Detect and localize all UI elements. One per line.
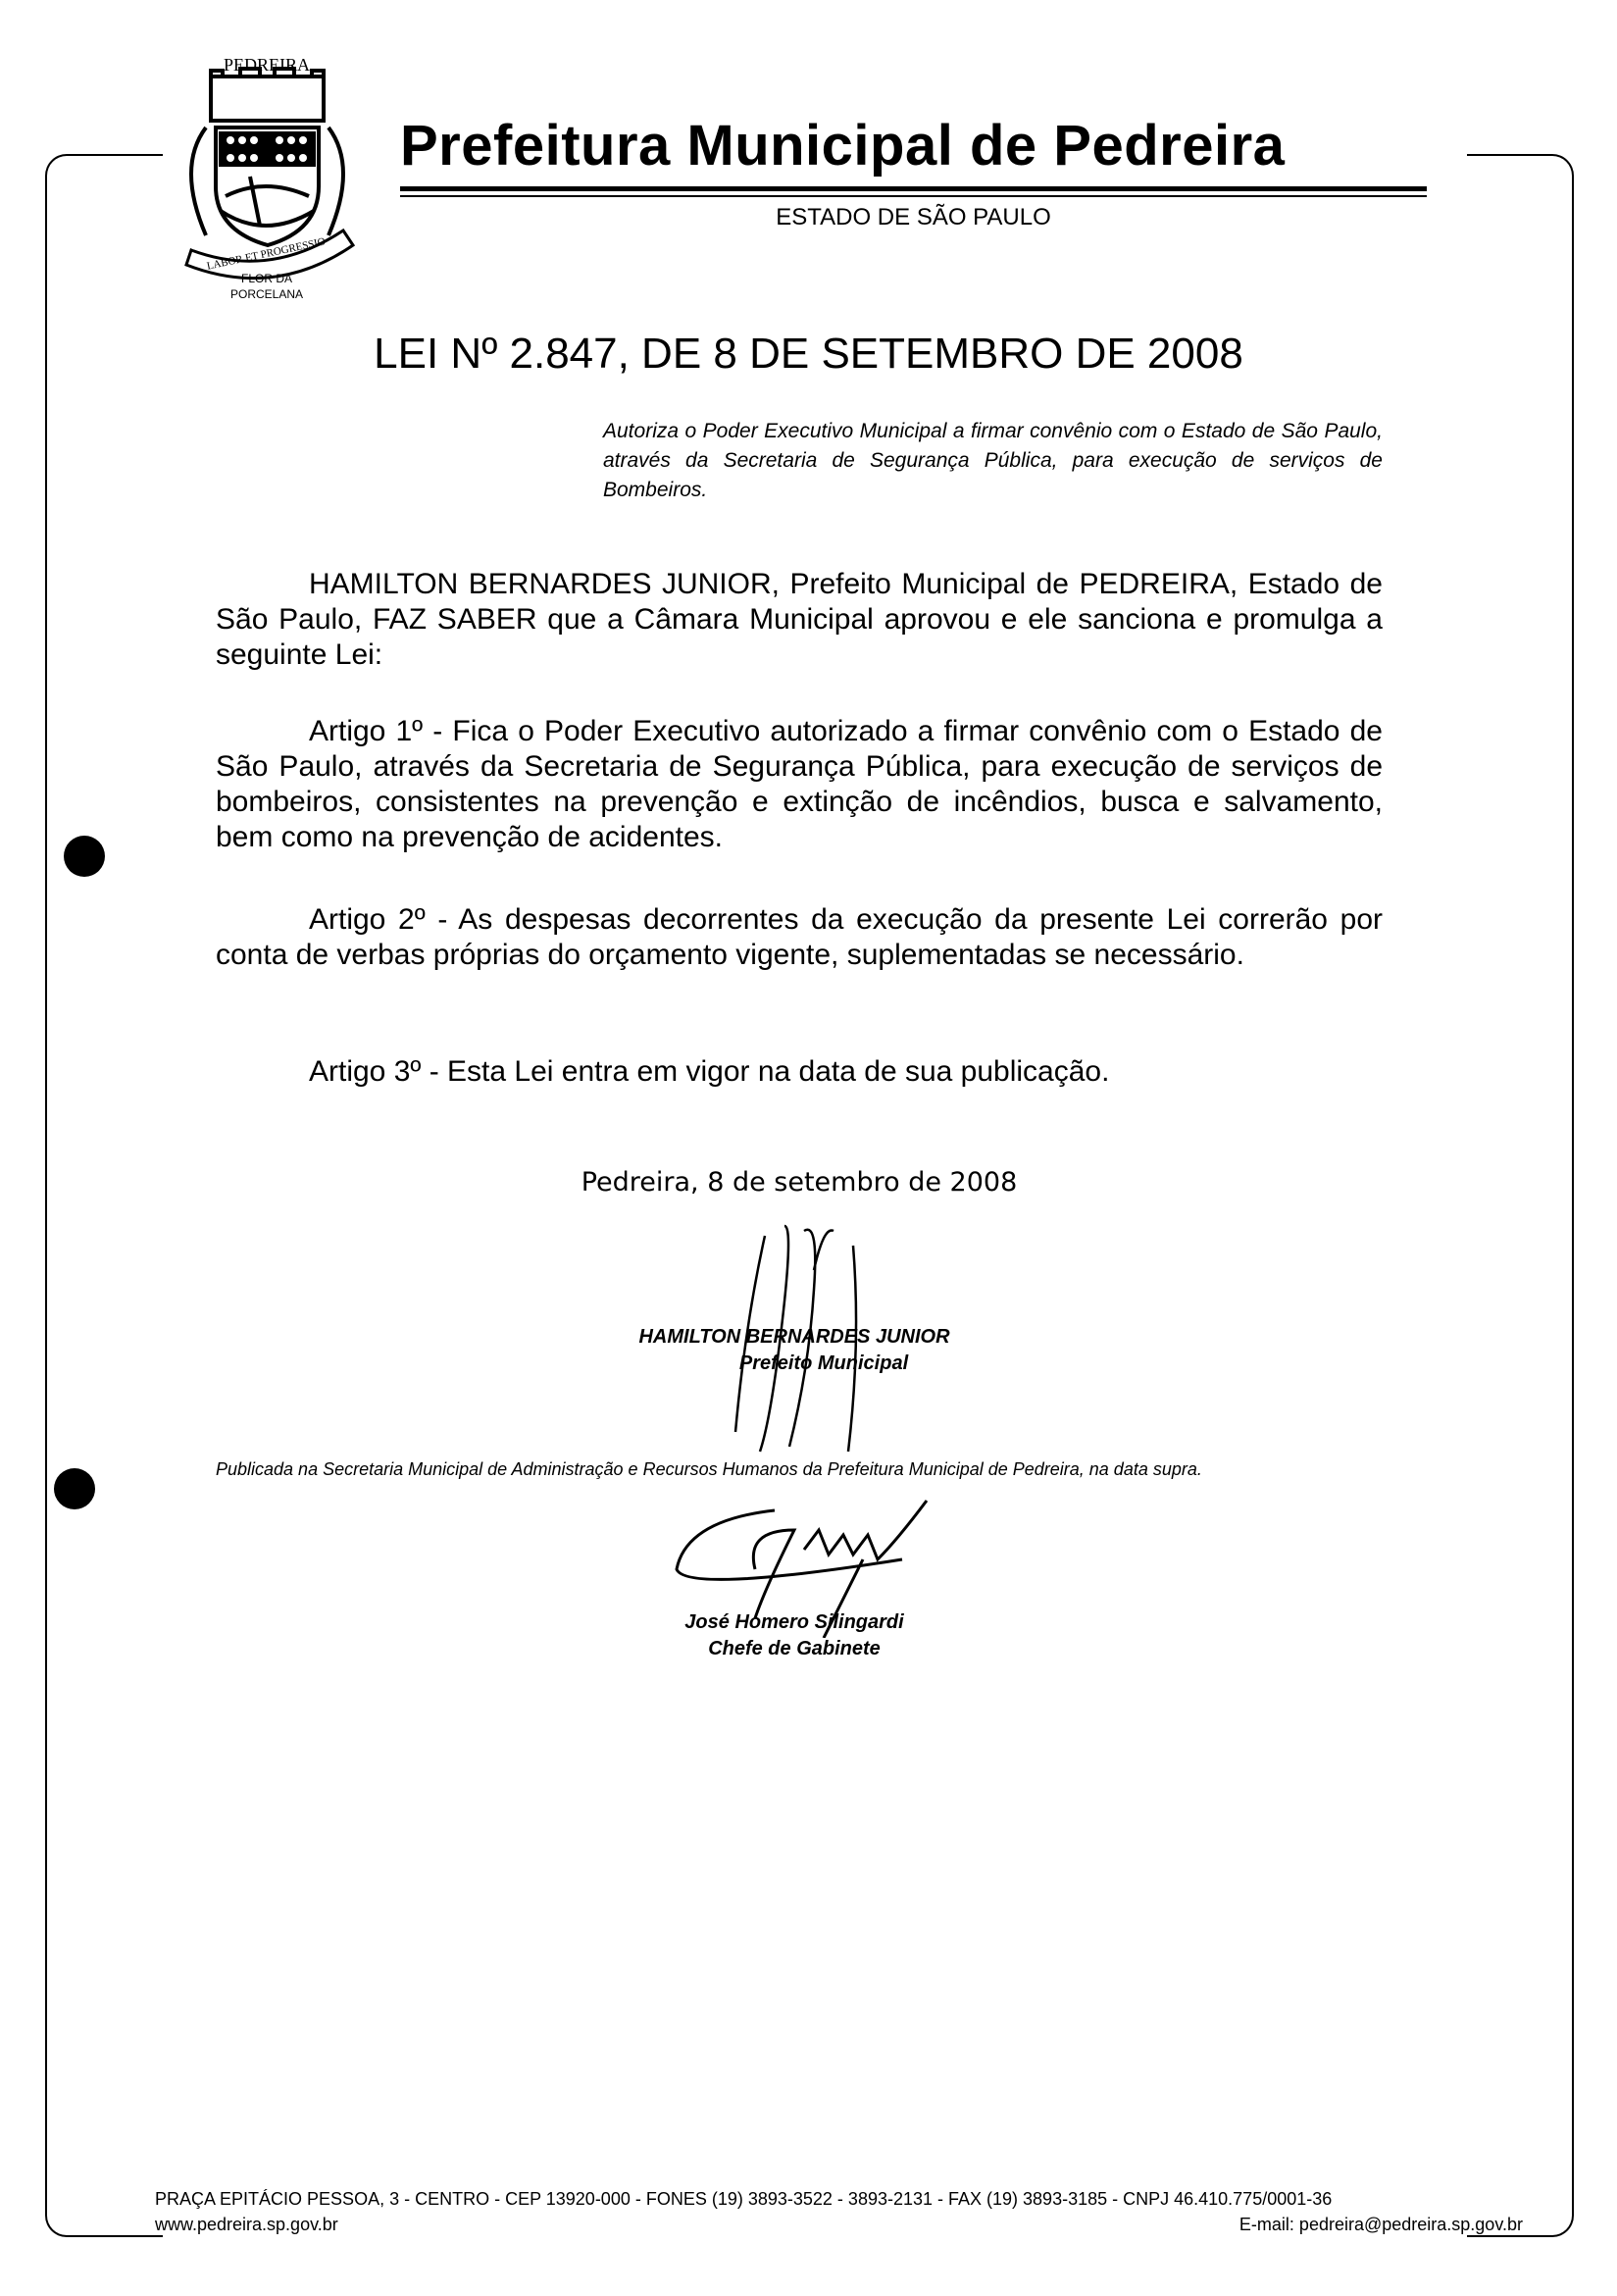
law-summary: Autoriza o Poder Executivo Municipal a firmar convênio com o Estado de São Paulo, através da Secretaria de Segurança Pública, para execução de serviços de Bombeiros. [603,420,1383,501]
article-label: Artigo 3º [309,1055,422,1088]
svg-text:PORCELANA: PORCELANA [229,287,304,301]
title-underline-thin [400,195,1427,197]
article-label: Artigo 2º [309,903,426,936]
article-1 [216,714,1383,855]
article-3 [216,1054,1383,1090]
publication-note: Publicada na Secretaria Municipal de Administração e Recursos Humanos da Prefeitura Municipal de Pedreira, na data supra. [216,1459,1202,1479]
institution-title: Prefeitura Municipal de Pedreira [400,114,1286,178]
law-title: LEI Nº 2.847, DE 8 DE SETEMBRO DE 2008 [374,330,1243,378]
coat-of-arms-logo [162,49,373,304]
mayor-name: HAMILTON BERNARDES JUNIOR [638,1326,950,1348]
punch-hole-mark [54,1468,95,1509]
svg-text:PEDREIRA: PEDREIRA [223,55,311,75]
article-text: - Esta Lei entra em vigor na data de sua publicação. [421,1055,1110,1088]
footer-address: PRAÇA EPITÁCIO PESSOA, 3 - CENTRO - CEP 13920-000 - FONES (19) 3893-3522 - 3893-2131 - FAX (19) 3893-3185 - CNPJ 46.410.775/0001-36 [155,2189,1333,2209]
place-date: Pedreira, 8 de setembro de 2008 [581,1167,1018,1198]
footer-email[interactable]: E-mail: pedreira@pedreira.sp.gov.br [1238,2215,1523,2234]
chief-role: Chefe de Gabinete [708,1638,881,1659]
chief-name: José Homero Silingardi [684,1611,904,1633]
footer-website[interactable]: www.pedreira.sp.gov.br [155,2215,338,2234]
punch-hole-mark [64,836,105,877]
preamble [216,567,1383,673]
svg-text:LABOR ET PROGRESSIO: LABOR ET PROGRESSIO [205,235,327,273]
article-text: - Fica o Poder Executivo autorizado a firmar convênio com o Estado de São Paulo, através da Secretaria de Segurança Pública, para execução de serviços de bombeiros, consistentes na prevenção e extinção de incêndios, busca e salvamento, bem como na prevenção de acidentes. [216,715,1383,853]
title-underline [400,186,1427,191]
svg-text:FLOR DA: FLOR DA [240,272,293,285]
article-text: - As despesas decorrentes da execução da presente Lei correrão por conta de verbas próprias do orçamento vigente, suplementadas se necessário. [216,903,1383,971]
state-subtitle: ESTADO DE SÃO PAULO [776,204,1051,230]
article-label: Artigo 1º [309,715,424,747]
article-2 [216,902,1383,973]
mayor-role: Prefeito Municipal [738,1352,909,1374]
preamble-text: HAMILTON BERNARDES JUNIOR, Prefeito Municipal de PEDREIRA, Estado de São Paulo, FAZ SABER que a Câmara Municipal aprovou e ele sanciona e promulga a seguinte Lei: [216,568,1383,671]
